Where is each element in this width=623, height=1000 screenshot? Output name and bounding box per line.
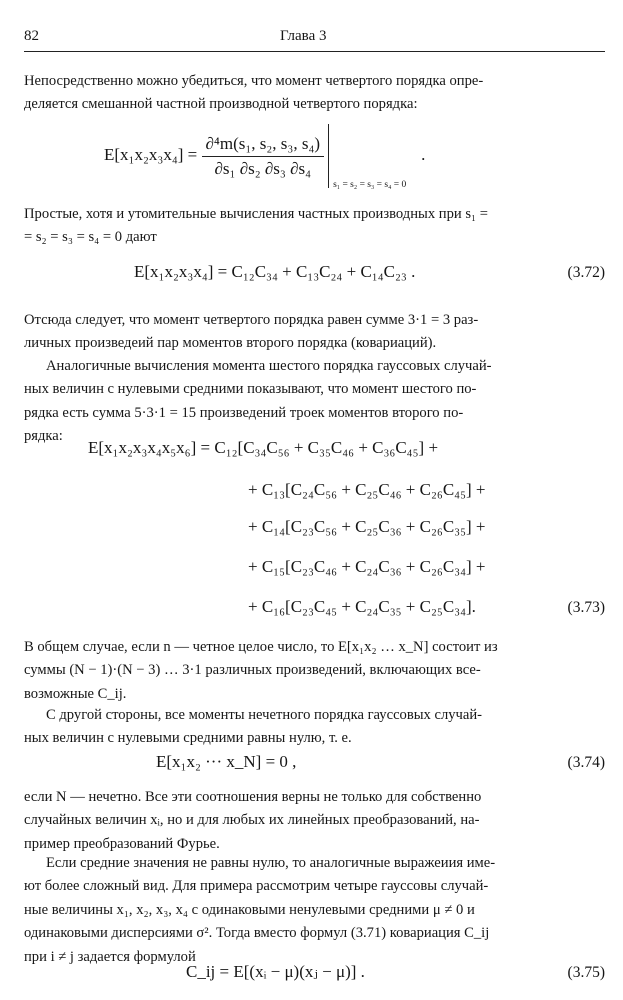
equation-number: (3.73) (567, 599, 605, 616)
equation-3-73-line-2: + C₁₃[C₂₄C₅₆ + C₂₅C₄₆ + C₂₆C₄₅] + (248, 480, 486, 499)
equation-period: . (421, 144, 426, 164)
equation-3-73-line-3: + C₁₄[C₂₃C₅₆ + C₂₅C₃₆ + C₂₆C₃₅] + (248, 517, 486, 536)
paragraph-2 (24, 203, 604, 250)
equation-number: (3.72) (567, 264, 605, 281)
equation-lhs: E[x₁x₂x₃x₄] = (104, 144, 198, 164)
text-line: ных величин с нулевыми средними равны нулю, т. е. (24, 730, 352, 747)
equation-number: (3.74) (567, 754, 605, 771)
text-line: рядка: (24, 428, 63, 445)
text-line: = s₂ = s₃ = s₄ = 0 дают (24, 229, 157, 246)
equation-number: (3.75) (567, 964, 605, 981)
text-line: суммы (N − 1)·(N − 3) … 3·1 различных произведений, включающих все- (24, 662, 481, 679)
text-line: Если средние значения не равны нулю, то аналогичные выражеиия име- (46, 855, 496, 871)
text-line: В общем случае, если n — четное целое число, то E[x₁x₂ … x_N] состоит из (24, 639, 498, 655)
fraction-numerator: ∂⁴m(s₁, s₂, s₃, s₄) (205, 133, 321, 153)
text-line: при i ≠ j задается формулой (24, 948, 196, 965)
equation-3-75: C_ij = E[(xᵢ − μ)(xⱼ − μ)] . (186, 962, 365, 981)
text-line: деляется смешанной частной производной четвертого порядка: (24, 96, 418, 113)
paragraph-4 (24, 355, 604, 449)
text-line: Простые, хотя и утомительные вычисления частных производных при s₁ = (24, 206, 488, 222)
text-line: ных величин с нулевыми средними показывают, что момент шестого по- (24, 381, 477, 398)
equation-fraction (202, 134, 325, 179)
evaluation-point: s₁ = s₂ = s₃ = s₄ = 0 (333, 180, 407, 190)
equation-3-74: E[x₁x₂ ··· x_N] = 0 , (156, 752, 297, 771)
text-line: С другой стороны, все моменты нечетного порядка гауссовых случай- (46, 707, 483, 723)
header-rule (24, 51, 605, 52)
text-line: Непосредственно можно убедиться, что момент четвертого порядка опре- (24, 73, 484, 89)
equation-3-72: E[x₁x₂x₃x₄] = C₁₂C₃₄ + C₁₃C₂₄ + C₁₄C₂₃ . (134, 262, 416, 281)
evaluation-bar (328, 124, 419, 188)
paragraph-5 (24, 636, 604, 706)
equation-3-73-line-1: E[x₁x₂x₃x₄x₅x₆] = C₁₂[C₃₄C₅₆ + C₃₅C₄₆ + C₃₆C₄₅] + (88, 438, 439, 457)
equation-derivative (104, 124, 425, 188)
text-line: ют более сложный вид. Для примера рассмотрим четыре гауссовы случай- (24, 878, 489, 895)
page-number: 82 (24, 28, 39, 44)
running-header: Глава 3 (280, 28, 327, 44)
text-line: Аналогичные вычисления момента шестого порядка гауссовых случай- (46, 358, 492, 374)
text-line: если N — нечетно. Все эти соотношения верны не только для собственно (24, 789, 482, 805)
paragraph-6 (24, 704, 604, 751)
text-line: личных произведеий пар моментов второго порядка (ковариаций). (24, 335, 437, 352)
text-line: рядка есть сумма 5·3·1 = 15 произведений троек моментов второго по- (24, 404, 464, 421)
text-line: пример преобразований Фурье. (24, 835, 220, 852)
text-line: Отсюда следует, что момент четвертого порядка равен сумме 3·1 = 3 раз- (24, 312, 479, 328)
equation-3-73-line-5: + C₁₆[C₂₃C₄₅ + C₂₄C₃₅ + C₂₅C₃₄]. (248, 597, 476, 616)
paragraph-3 (24, 309, 604, 356)
fraction-denominator: ∂s₁ ∂s₂ ∂s₃ ∂s₄ (202, 156, 325, 179)
equation-3-73-line-4: + C₁₅[C₂₃C₄₆ + C₂₄C₃₆ + C₂₆C₃₄] + (248, 557, 486, 576)
text-line: случайных величин xᵢ, но и для любых их линейных преобразований, на- (24, 812, 480, 829)
paragraph-1 (24, 70, 604, 117)
paragraph-8 (24, 852, 604, 969)
text-line: одинаковыми дисперсиями σ². Тогда вместо формул (3.71) ковариация C_ij (24, 925, 490, 942)
text-line: возможные C_ij. (24, 685, 127, 702)
paragraph-7 (24, 786, 604, 856)
text-line: ные величины x₁, x₂, x₃, x₄ с одинаковыми ненулевыми средними μ ≠ 0 и (24, 901, 475, 918)
